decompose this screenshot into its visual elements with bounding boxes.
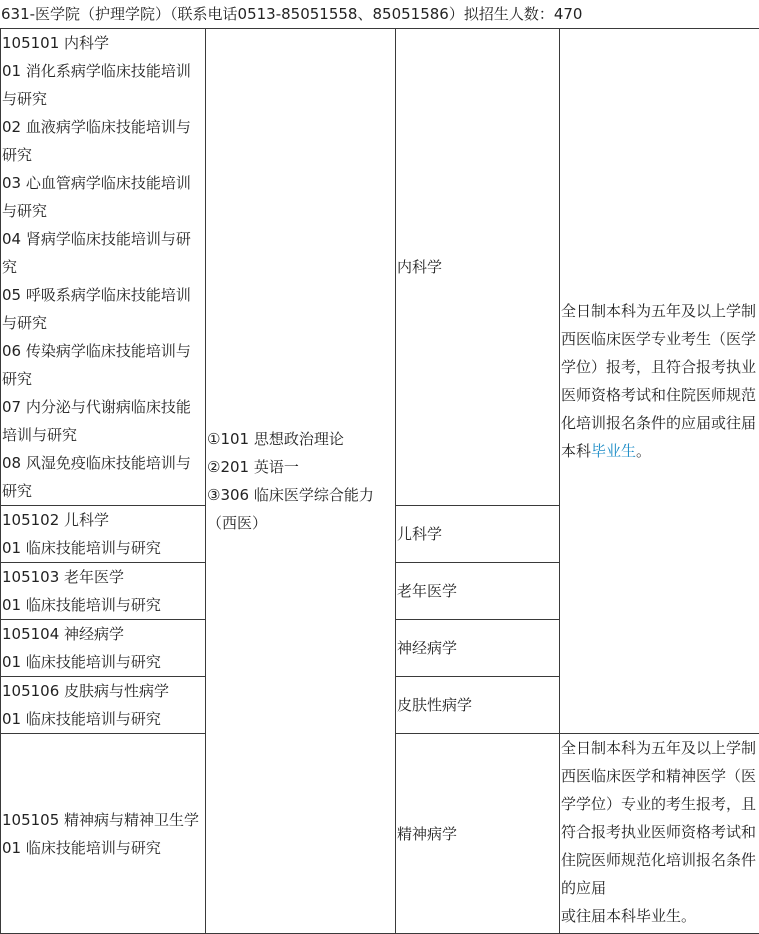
retest-subject: 儿科学 (396, 506, 560, 563)
major-cell (1, 506, 206, 563)
direction-item: 01 临床技能培训与研究 (2, 705, 205, 733)
direction-item: 04 肾病学临床技能培训与研究 (2, 225, 205, 281)
retest-subject: 皮肤性病学 (396, 677, 560, 734)
exam-subjects-cell (206, 29, 396, 934)
graduates-link[interactable]: 毕业生 (591, 442, 636, 460)
direction-item: 03 心血管病学临床技能培训与研究 (2, 169, 205, 225)
note-text: 全日制本科为五年及以上学制西医临床医学和精神医学（医学学位）专业的考生报考，且符合报考执业医师资格考试和住院医师规范化培训报名条件的应届 (561, 739, 756, 897)
direction-item: 01 临床技能培训与研究 (2, 648, 205, 676)
major-cell (1, 734, 206, 934)
retest-subject: 精神病学 (396, 734, 560, 934)
major-name: 105101 内科学 (2, 29, 205, 57)
exam-subject: ③306 临床医学综合能力（西医） (207, 481, 395, 537)
direction-item: 08 风湿免疫临床技能培训与研究 (2, 449, 205, 505)
retest-subject: 神经病学 (396, 620, 560, 677)
page-title: 631-医学院（护理学院）（联系电话0513-85051558、85051586）拟招生人数：470 (1, 0, 759, 28)
note-text-continued: 或往届本科毕业生。 (561, 902, 759, 930)
direction-item: 02 血液病学临床技能培训与研究 (2, 113, 205, 169)
major-cell (1, 677, 206, 734)
major-name: 105103 老年医学 (2, 563, 205, 591)
exam-subject: ②201 英语一 (207, 453, 395, 481)
eligibility-note (560, 29, 759, 734)
major-name: 105102 儿科学 (2, 506, 205, 534)
admissions-table (0, 28, 759, 934)
direction-item: 01 临床技能培训与研究 (2, 534, 205, 562)
direction-item: 01 临床技能培训与研究 (2, 834, 205, 862)
major-name: 105105 精神病与精神卫生学 (2, 806, 205, 834)
major-name: 105106 皮肤病与性病学 (2, 677, 205, 705)
direction-item: 07 内分泌与代谢病临床技能培训与研究 (2, 393, 205, 449)
retest-subject: 内科学 (396, 29, 560, 506)
major-cell (1, 563, 206, 620)
direction-item: 01 消化系病学临床技能培训与研究 (2, 57, 205, 113)
note-text: 全日制本科为五年及以上学制西医临床医学专业考生（医学学位）报考，且符合报考执业医师资格考试和住院医师规范化培训报名条件的应届或往届本科 (561, 302, 756, 460)
major-cell (1, 29, 206, 506)
eligibility-note (560, 734, 759, 934)
major-name: 105104 神经病学 (2, 620, 205, 648)
table-row (1, 29, 759, 506)
exam-subject: ①101 思想政治理论 (207, 425, 395, 453)
direction-item: 01 临床技能培训与研究 (2, 591, 205, 619)
major-cell (1, 620, 206, 677)
direction-item: 06 传染病学临床技能培训与研究 (2, 337, 205, 393)
direction-item: 05 呼吸系病学临床技能培训与研究 (2, 281, 205, 337)
note-end: 。 (636, 442, 651, 460)
retest-subject: 老年医学 (396, 563, 560, 620)
